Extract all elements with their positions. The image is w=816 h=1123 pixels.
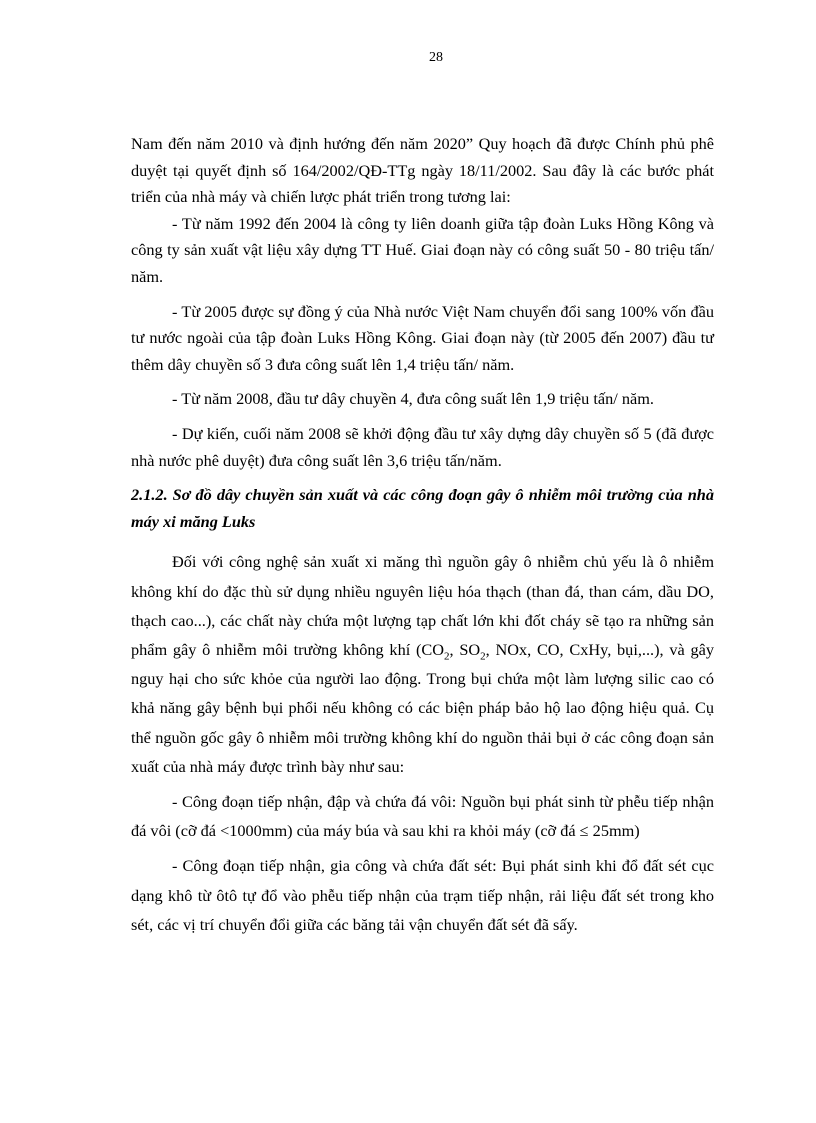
subscript-so2: 2 bbox=[480, 650, 486, 663]
paragraph-intro: Nam đến năm 2010 và định hướng đến năm 2020” Quy hoạch đã được Chính phủ phê duyệt tại quyết định số 164/2002/QĐ-TTg ngày 18/11/2002. Sau đây là các bước phát triển của nhà máy và chiến lược phát triển trong tương lai: bbox=[131, 134, 714, 207]
paragraph-pollution-part-b: , SO bbox=[449, 639, 481, 659]
list-item-planned: - Dự kiến, cuối năm 2008 sẽ khởi động đầu tư xây dựng dây chuyền số 5 (đã được nhà nước phê duyệt) đưa công suất lên 3,6 triệu tấn/năm. bbox=[131, 423, 714, 470]
pollution-description bbox=[131, 547, 714, 939]
document-body bbox=[131, 131, 714, 939]
paragraph-pollution-part-a: Đối với công nghệ sản xuất xi măng thì nguồn gây ô nhiễm chủ yếu là ô nhiễm không khí do đặc thù sử dụng nhiều nguyên liệu hóa thạch (than đá, than cám, dầu DO, thạch cao...), các chất này chứa một lượng tạp chất lớn khi đốt cháy sẽ tạo ra những sản phẩm gây ô nhiễm môi trường không khí (CO bbox=[131, 552, 714, 659]
paragraph-pollution bbox=[131, 547, 714, 781]
section-heading: 2.1.2. Sơ đồ dây chuyền sản xuất và các công đoạn gây ô nhiễm môi trường của nhà máy xi măng Luks bbox=[131, 485, 714, 531]
list-item-limestone: - Công đoạn tiếp nhận, đập và chứa đá vôi: Nguồn bụi phát sinh từ phễu tiếp nhận đá vôi (cỡ đá <1000mm) của máy búa và sau khi ra khỏi máy (cỡ đá ≤ 25mm) bbox=[131, 791, 714, 841]
page-number: 28 bbox=[429, 50, 443, 65]
list-item-2008: - Từ năm 2008, đầu tư dây chuyền 4, đưa công suất lên 1,9 triệu tấn/ năm. bbox=[172, 389, 654, 409]
list-item-clay: - Công đoạn tiếp nhận, gia công và chứa đất sét: Bụi phát sinh khi đổ đất sét cục dạng khô từ ôtô tự đổ vào phễu tiếp nhận của trạm tiếp nhận, rải liệu đất sét trong kho sét, các vị trí chuyển đổi giữa các băng tải vận chuyển đất sét đã sấy. bbox=[131, 856, 714, 934]
subscript-co2: 2 bbox=[444, 650, 450, 663]
list-item-2005: - Từ 2005 được sự đồng ý của Nhà nước Việt Nam chuyển đổi sang 100% vốn đầu tư nước ngoài của tập đoàn Luks Hồng Kông. Giai đoạn này (từ 2005 đến 2007) đầu tư thêm dây chuyền số 3 đưa công suất lên 1,4 triệu tấn/ năm. bbox=[131, 301, 714, 374]
paragraph-pollution-part-c: , NOx, CO, CxHy, bụi,...), và gây nguy hại cho sức khỏe của người lao động. Trong bụi chứa một làm lượng silic cao có khả năng gây bệnh bụi phổi nếu không có các biện pháp bảo hộ lao động hiệu quả. Cụ thể nguồn gốc gây ô nhiễm môi trường không khí do nguồn thải bụi ở các công đoạn sản xuất của nhà máy được trình bày như sau: bbox=[131, 639, 714, 776]
list-item-1992: - Từ năm 1992 đến 2004 là công ty liên doanh giữa tập đoàn Luks Hồng Kông và công ty sản xuất vật liệu xây dựng TT Huế. Giai đoạn này có công suất 50 - 80 triệu tấn/ năm. bbox=[131, 213, 714, 286]
